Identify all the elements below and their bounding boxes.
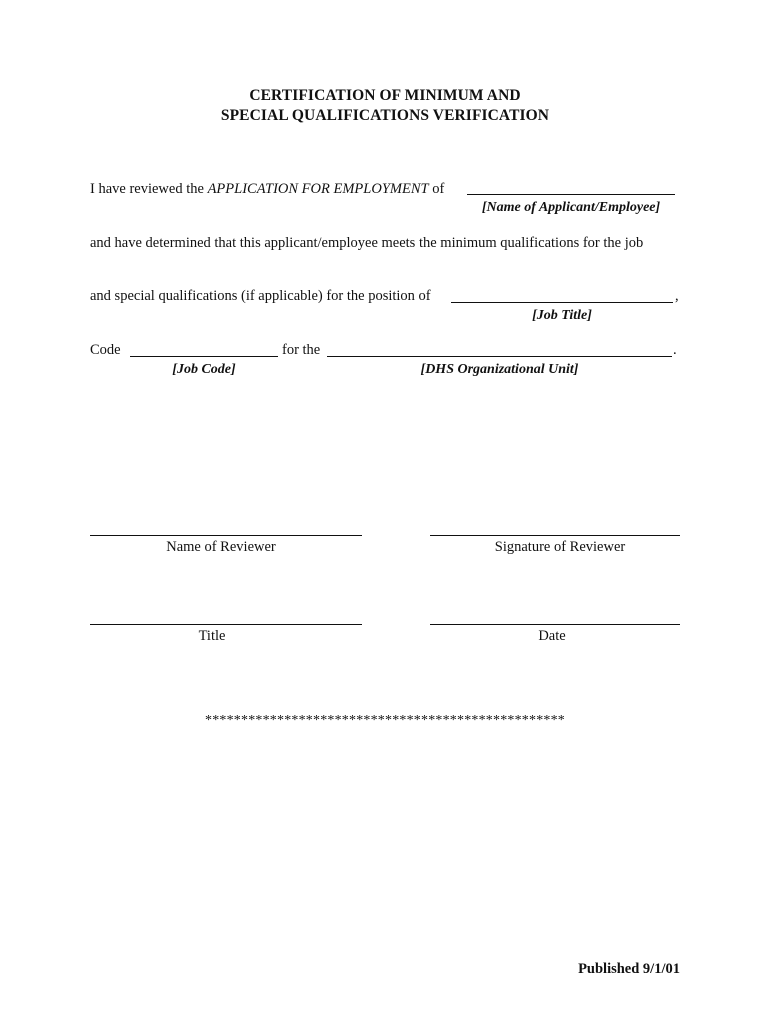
code-label: Code	[90, 342, 121, 358]
job-code-blank[interactable]	[130, 356, 278, 357]
organizational-unit-blank[interactable]	[327, 356, 672, 357]
job-title-caption: [Job Title]	[532, 308, 592, 323]
date-line[interactable]	[430, 624, 680, 625]
applicant-name-blank[interactable]	[467, 194, 675, 195]
reviewed-suffix: of	[428, 181, 445, 197]
organizational-unit-period: .	[673, 342, 677, 358]
job-title-comma: ,	[675, 288, 679, 304]
job-code-caption: [Job Code]	[172, 362, 236, 377]
published-date: Published 9/1/01	[578, 961, 680, 977]
job-title-blank[interactable]	[451, 302, 673, 303]
organizational-unit-caption: [DHS Organizational Unit]	[420, 362, 579, 377]
signature-of-reviewer-line[interactable]	[430, 535, 680, 536]
application-for-employment-text: APPLICATION FOR EMPLOYMENT	[207, 181, 429, 197]
form-title-line-2: SPECIAL QUALIFICATIONS VERIFICATION	[220, 107, 550, 124]
reviewed-prefix: I have reviewed the	[90, 181, 208, 197]
signature-of-reviewer-label: Signature of Reviewer	[494, 539, 626, 555]
form-title-line-1: CERTIFICATION OF MINIMUM AND	[249, 87, 521, 104]
asterisk-separator: **************************************************	[205, 713, 565, 728]
name-of-reviewer-line[interactable]	[90, 535, 362, 536]
for-the-label: for the	[282, 342, 321, 358]
special-qualifications-statement: and special qualifications (if applicable) for the position of	[90, 288, 431, 304]
reviewer-title-line[interactable]	[90, 624, 362, 625]
name-of-reviewer-label: Name of Reviewer	[166, 539, 276, 555]
reviewer-title-label: Title	[198, 628, 226, 644]
determination-statement: and have determined that this applicant/employee meets the minimum qualifications for the job	[90, 235, 644, 251]
applicant-name-caption: [Name of Applicant/Employee]	[481, 200, 661, 215]
date-label: Date	[538, 628, 566, 644]
reviewed-statement	[90, 180, 444, 198]
